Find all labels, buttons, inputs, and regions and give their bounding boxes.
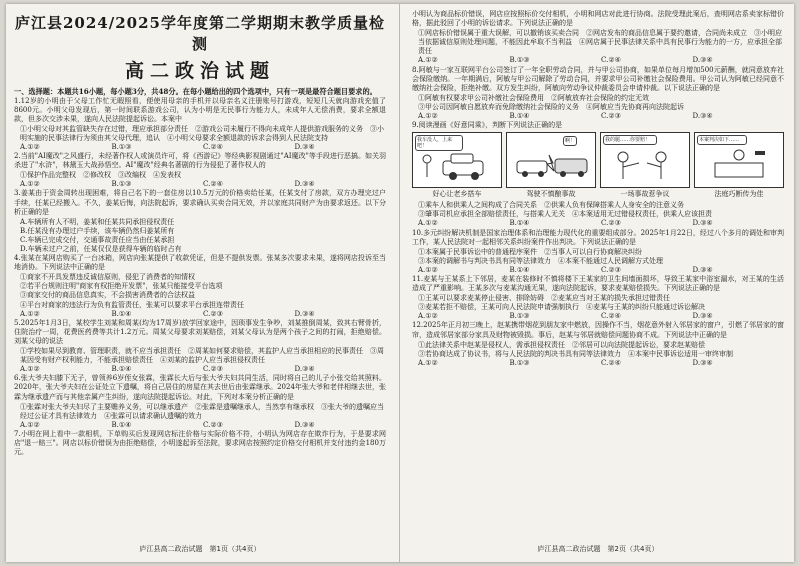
answer-choice: D.③④	[692, 265, 713, 274]
question-stem: 11.麦某与王某系上下邻居，麦某在装修时不慎将楼下王某家的卫生间墙面损坏，导致王某家中浴室漏水，对王某的生活造成了严重影响。王某多次与麦某沟通无果，遂向法院起诉，要求麦某赔偿损失。下列说法正确的是	[412, 274, 784, 293]
question-item	[14, 254, 386, 319]
question-item	[14, 97, 386, 153]
comic-caption: 一场事故惹争议	[620, 190, 670, 199]
crash-illustration	[507, 133, 595, 187]
question-list	[14, 97, 386, 458]
answer-choices	[412, 359, 784, 368]
page-footer: 庐江县高二政治试题 第1页（共4页）	[139, 545, 261, 553]
question-item	[14, 374, 386, 430]
question-stem: 6.张大爷夫妇膝下无子，曾领养6岁侄女张霖，张霖长大后与张大爷夫妇共同生活，同时将自己的儿子小张交给其照料。2020年，张大爷夫妇在公证处立下遗嘱，将自己居住的房屋在其去世后由张霖继承。2024年张大爷和老伴相继去世，张霖为继承遗产而与其他亲属产生纠纷，遂向法院提起诉讼。对此，下列对本案分析正确的是	[14, 374, 386, 401]
answer-choices	[14, 421, 386, 430]
answer-choice: A.①②	[20, 309, 40, 318]
comic-panel-1	[412, 132, 502, 188]
question-option: ①阿敏有权要求甲公司补缴社会保险费用 ②阿敏放弃社会保险的约定无效	[418, 93, 649, 102]
question-option: ①张霖对张大爷夫妇尽了主要赡养义务，可以继承遗产 ②张霖是遗嘱继承人，当然享有继承权 ③张大爷的遗嘱应当经过公证才具有法律效力 ④张霖可以请求确认遗嘱的效力	[20, 402, 384, 420]
question-option: ③本案的调解书与判决书具有同等法律效力 ④本案不能通过人民调解方式处理	[418, 256, 663, 265]
answer-choice: C.②③	[203, 309, 223, 318]
question-item	[14, 430, 386, 457]
answer-choice: D.③④	[294, 420, 315, 429]
comic-bubble: 本案判决如下……	[697, 135, 747, 145]
answer-choices	[412, 56, 784, 65]
answer-choice: C.②③	[203, 420, 223, 429]
question-item	[412, 66, 784, 122]
answer-choice: B.①③	[111, 142, 132, 151]
question-item	[412, 275, 784, 321]
answer-choice: B.①③	[509, 358, 530, 367]
question-option: ①王某可以要求麦某停止侵害、排除妨碍 ②麦某应当对王某的损失承担过错责任	[418, 294, 670, 303]
page-footer: 庐江县高二政治试题 第2页（共4页）	[537, 545, 659, 553]
section-heading: 一、选择题：本题共16小题，每小题3分，共48分。在每小题给出的四个选项中，只有一项是最符合题目要求的。	[14, 87, 377, 96]
question-item	[412, 321, 784, 367]
question-item	[14, 189, 386, 254]
exam-subtitle: 高二政治试题	[124, 60, 275, 82]
answer-choice: A.①②	[418, 265, 438, 274]
comic-panel-4	[694, 132, 784, 188]
question-item	[412, 201, 784, 228]
question-stem: 5.2025年1月3日，某校学生刘某和周某(均为17周岁)放学回家途中，因琐事发生争吵，刘某推倒周某，致其右臂骨折，住院治疗一周，花费医药费等共计1.2万元。周某父母要求刘某赔偿，刘某父母认为是两个孩子之间的打闹，拒绝赔偿。刘某父母的说法	[14, 318, 386, 345]
question-option: ③甲公司因阿敏自愿放弃而免除缴纳社会保险的义务 ④阿敏应当先协商再向法院起诉	[418, 102, 684, 111]
answer-choice: D.③④	[692, 219, 713, 228]
answer-choice: B.①③	[509, 312, 530, 321]
question-item	[14, 319, 386, 375]
question-item	[412, 229, 784, 275]
answer-choice: C.②④	[203, 142, 223, 151]
question-option: ①学校如果尽到教育、管理职责，就不应当承担责任 ②周某如何要求赔偿，其监护人应当承担相应的民事责任 ③周某因受有财产权利能力，不能承担赔偿责任 ④刘某的监护人应当承担侵权责任	[20, 347, 384, 365]
answer-choices	[412, 219, 784, 228]
answer-choice: B.①④	[111, 365, 132, 374]
question-option: A.车辆所有人不明，姜某和任某共同承担侵权责任	[20, 217, 175, 226]
answer-choice: D.③④	[692, 56, 713, 65]
question-option: D.车辆未过户之前，任某仅仅是获得车辆的临时占有	[20, 245, 182, 253]
comic-bubble: 我的腿……你要赔！	[603, 135, 657, 145]
question-option: ①网店标价错误属于重大误解，可以撤销该买卖合同 ②网店发布的商品信息属于要约邀请，合同尚未成立 ③小明应当依据诚信原则处理问题，不能因此牟取不当利益 ④网店属于民事法律关系中具有民事行为能力的一方，应承担全部责任	[418, 29, 782, 56]
question-option: ①商家不开具发票违反诚信原则，侵犯了消费者的知情权	[20, 273, 195, 282]
answer-choice: C.②③	[203, 365, 223, 374]
answer-choice: D.③④	[692, 358, 713, 367]
answer-choice: C.②③	[601, 219, 621, 228]
comic-bubble: 啊！	[565, 138, 576, 145]
question-option: C.车辆已完成交付，交通事故责任应当由任某承担	[20, 235, 175, 244]
question-option: ③麦某若拒不赔偿，王某可向人民法院申请强制执行 ④麦某与王某的纠纷只能通过诉讼解决	[418, 303, 705, 312]
comic-caption: 驾驶不慎酿事故	[526, 190, 576, 199]
question-stem: 3.姜某由于资金周转出现困难，将自己名下的一套住房以10.5万元的价格卖给任某，任某支付了房款，双方办理完过户手续，任某已经搬入。不久，姜某后悔，向法院起诉，要求确认买卖合同无效，并以家庭共同财产为由要求返还。以下分析正确的是	[14, 189, 386, 216]
question-option: ①本案属于民事诉讼中的普通程序案件 ②当事人可以自行协商解决纠纷	[418, 247, 642, 256]
question-list	[412, 10, 784, 130]
answer-choice: C.②④	[203, 180, 223, 189]
question-option: ③商家交付的商品信息真实，不会损害消费者的合法权益	[20, 291, 195, 300]
answer-choice: A.①②	[20, 365, 40, 374]
question-option: ①小明父母对其监管缺失存在过错，理应承担部分责任 ②游戏公司未履行不得向未成年人提供游戏服务的义务 ③小明实施的民事法律行为须由其父母代理，追认 ④小明父母要求全额退款的诉求会得到人民法院支持	[20, 124, 384, 142]
answer-choice: A.①②	[418, 112, 438, 121]
question-option: ①此法律关系中赵某是侵权人，需承担侵权责任 ②邻居可以向法院提起诉讼，要求赵某赔偿	[418, 340, 705, 349]
comic-captions	[412, 189, 784, 199]
question-list	[412, 201, 784, 368]
answer-choice: C.②④	[601, 312, 621, 321]
answer-choice: B.①④	[509, 219, 530, 228]
answer-choices	[412, 112, 784, 121]
answer-choice: C.②③	[601, 265, 621, 274]
exam-title: 庐江县2024/2025学年度第二学期期末教学质量检测	[15, 14, 385, 53]
answer-choices	[412, 266, 784, 275]
answer-choice: B.①③	[509, 56, 530, 65]
question-item	[412, 121, 784, 130]
question-option: B.任某没有办理过户手续，该车辆仍然归姜某所有	[20, 226, 175, 235]
answer-choice: A.①②	[418, 312, 438, 321]
answer-choice: B.①④	[509, 265, 530, 274]
answer-choice: D.③④	[294, 180, 315, 189]
question-item	[14, 152, 386, 189]
answer-choice: D.③④	[294, 309, 315, 318]
answer-choice: C.②④	[601, 358, 621, 367]
question-option: ④平台对商家的违法行为负有监管责任，张某可以要求平台承担连带责任	[20, 300, 244, 309]
comic-caption: 好心让老乡搭车	[432, 190, 482, 199]
question-stem: 9.阅读漫画《好意同乘》，判断下列说法正确的是	[412, 121, 563, 130]
question-stem: 2.当前"AI魔改"之风盛行，未经著作权人或演员许可，将《西游记》等经典影视剧通过"AI魔改"等手段进行恶搞。如关羽杀进了"水浒"，林黛玉大战孙悟空。AI"魔改"经典名著剧的行为侵犯了著作权人的	[14, 152, 386, 170]
answer-choice: D.③④	[294, 142, 315, 151]
answer-choice: C.②④	[601, 56, 621, 65]
question-stem: 8.阿敏与一家互联网平台公司签订了一年全职劳动合同，并与甲公司协商，如果单位每月增加500元薪酬，就同意放弃社会保险缴纳。一年期满后，阿敏与甲公司解除了劳动合同，并要求甲公司补缴社会保险费用。甲公司认为阿敏已经同意不缴纳社会保险，拒绝补缴。双方发生纠纷，阿敏向劳动争议仲裁委员会申请仲裁。以下说法正确的是	[412, 65, 784, 92]
answer-choice: D.③④	[294, 365, 315, 374]
question-stem: 7.小明在网上看中一款相机，下单购买后发现网店标注价格与实际价格不符，小明认为网店存在欺诈行为，于是要求网店"退一赔三"。网店以标价错误为由拒绝赔偿，小明遂起诉至法院，要求网店按照约定价格交付相机并支付违约金180万元。	[14, 429, 386, 457]
page-1	[14, 10, 386, 554]
question-option: ③若协商达成了协议书，将与人民法院的判决书具有同等法律效力 ④本案中民事诉讼适用一审终审制	[418, 349, 733, 358]
comic-caption: 法庭巧断传为佳	[714, 190, 764, 199]
answer-choice: B.①③	[111, 180, 132, 189]
comic-panel-3	[600, 132, 690, 188]
question-stem: 10.多元纠纷解决机制是国家治理体系和治理能力现代化的重要组成部分。2025年1月22日，经过八个多月的调处和审判工作，某人民法院对一起相邻关系纠纷案件作出判决。下列说法正确的是	[412, 228, 784, 246]
answer-choice: D.③④	[692, 312, 713, 321]
question-option: ③肇事司机应承担全部赔偿责任，与搭乘人无关 ④本案适用无过错侵权责任，供乘人应该担责	[418, 210, 712, 219]
answer-choice: C.②③	[601, 112, 621, 121]
question-stem: 12.2025年正月初三晚上，赵某携带烟花到朋友家中燃放，因操作不当，烟花意外射入邻居家的窗户，引燃了邻居家的窗帘，造成邻居家部分家具及财物被毁损。事后，赵某与邻居就赔偿问题协商不成。下列说法中正确的是	[412, 321, 784, 339]
answer-choice: A.①②	[20, 420, 40, 429]
answer-choice: B.①④	[111, 420, 132, 429]
comic-strip	[412, 132, 784, 188]
answer-choice: B.①④	[509, 112, 530, 121]
question-stem: 4.张某在某网店购买了一台冰箱，网店向张某提供了收款凭证，但是不提供发票。张某多次要求未果，遂将网店投诉至当地消协。下列说法中正确的是	[14, 254, 386, 272]
answer-choice: A.①②	[418, 56, 438, 65]
question-option: ①保护作品完整权 ②修改权 ③改编权 ④发表权	[20, 171, 181, 180]
question-stem: 1.12岁的小明由于父母工作忙无暇照看，便使用母亲的手机并以母亲名义注册账号打游戏，短短几天就向游戏充值了8600元。小明父母发现后，第一时间联系游戏公司，认为小明是无民事行为能力人，未成年人无偿消费，要求全额退款，但多次交涉未果，遂向人民法院提起诉讼。本案中	[14, 96, 386, 123]
answer-choice: A.①②	[20, 142, 40, 151]
answer-choices	[14, 310, 386, 319]
answer-choice: A.①②	[418, 358, 438, 367]
question-option: ①乘车人和供乘人之间构成了合同关系 ②供乘人负有保障搭乘人人身安全的注意义务	[418, 201, 684, 210]
question-stem: 小明认为商品标价错误，网店应按照标价交付相机，小明和网店对此进行协商。法院受理此案后，查明网店系卖家标错价格，据此驳回了小明的诉讼请求。下列说法正确的是	[412, 10, 784, 28]
answer-choice: A.①②	[20, 180, 40, 189]
question-item	[412, 10, 784, 66]
answer-choices	[14, 365, 386, 374]
answer-choice: A.①②	[418, 219, 438, 228]
comic-bubble: 我车没人，上来吧！	[415, 135, 463, 151]
answer-choice: D.③④	[692, 112, 713, 121]
page-fold-divider	[399, 4, 400, 562]
exam-sheet	[6, 4, 794, 562]
comic-panel-2	[506, 132, 596, 188]
answer-choice: B.①④	[111, 309, 132, 318]
question-option: ②若平台规则注明"商家有权拒绝开发票"，张某只能接受平台选项	[20, 282, 223, 291]
answer-choices	[14, 143, 386, 152]
page-2	[412, 10, 784, 554]
